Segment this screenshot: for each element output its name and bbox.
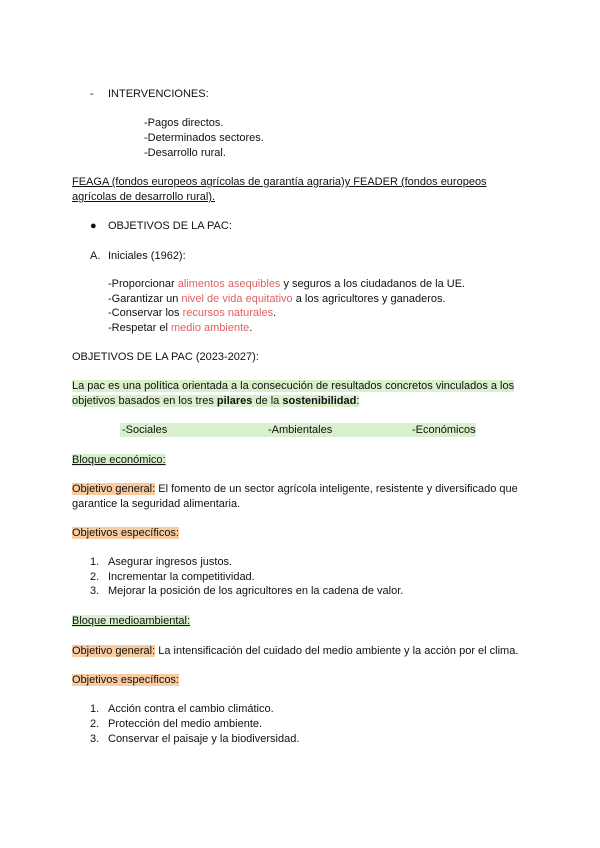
bullet-icon: ● (90, 220, 97, 232)
initial-line: -Respetar el medio ambiente. (108, 322, 253, 334)
environmental-heading: Bloque medioambiental: (72, 615, 191, 627)
list-item: 1. Asegurar ingresos justos. (90, 556, 233, 568)
pac2023-intro: La pac es una política orientada a la consecución de resultados concretos vinculados a los (72, 380, 515, 392)
highlight-text: medio ambiente (170, 322, 250, 334)
initial-line: -Conservar los recursos naturales. (108, 307, 277, 319)
list-marker: A. (90, 250, 101, 262)
economic-specific-label: Objetivos específicos: (72, 527, 179, 539)
pac2023-title: OBJETIVOS DE LA PAC (2023-2027): (72, 351, 259, 363)
economic-general-cont: garantice la seguridad alimentaria. (72, 498, 241, 510)
general-label: Objetivo general: (72, 645, 156, 657)
economic-general: Objetivo general: El fomento de un sector agrícola inteligente, resistente y diversificado que (72, 483, 518, 495)
initial-title: Iniciales (1962): (108, 250, 186, 262)
section-title: OBJETIVOS DE LA PAC: (108, 220, 232, 232)
general-label: Objetivo general: (72, 483, 156, 495)
list-item: 3. Mejorar la posición de los agricultores en la cadena de valor. (90, 585, 404, 597)
list-item: 2. Incrementar la competitividad. (90, 571, 255, 583)
list-item: 1. Acción contra el cambio climático. (90, 703, 274, 715)
initial-line: -Proporcionar alimentos asequibles y seguros a los ciudadanos de la UE. (108, 278, 466, 290)
pillar-economic: -Económicos (412, 424, 476, 436)
pillar-environmental: -Ambientales (268, 424, 333, 436)
pillar-social: -Sociales (122, 424, 168, 436)
initial-line: -Garantizar un nivel de vida equitativo a los agricultores y ganaderos. (108, 293, 446, 305)
environmental-general: Objetivo general: La intensificación del cuidado del medio ambiente y la acción por el clima. (72, 645, 519, 657)
environmental-specific-label: Objetivos específicos: (72, 674, 179, 686)
pac2023-intro: objetivos basados en los tres pilares de la sostenibilidad: (72, 395, 360, 407)
list-item: -Determinados sectores. (144, 132, 264, 144)
list-item: 2. Protección del medio ambiente. (90, 718, 263, 730)
list-item: -Pagos directos. (144, 117, 224, 129)
list-item: -Desarrollo rural. (144, 147, 226, 159)
economic-heading: Bloque económico: (72, 454, 166, 466)
highlight-text: alimentos asequibles (177, 278, 281, 290)
highlight-text: recursos naturales (182, 307, 274, 319)
interventions-title: INTERVENCIONES: (108, 88, 209, 100)
funds-line: FEAGA (fondos europeos agrícolas de garantía agraria)y FEADER (fondos europeos (72, 176, 487, 188)
highlight-text: nivel de vida equitativo (181, 293, 293, 305)
interventions-dash: - (90, 88, 94, 100)
funds-line: agrícolas de desarrollo rural). (72, 191, 216, 203)
list-item: 3. Conservar el paisaje y la biodiversidad. (90, 733, 300, 745)
